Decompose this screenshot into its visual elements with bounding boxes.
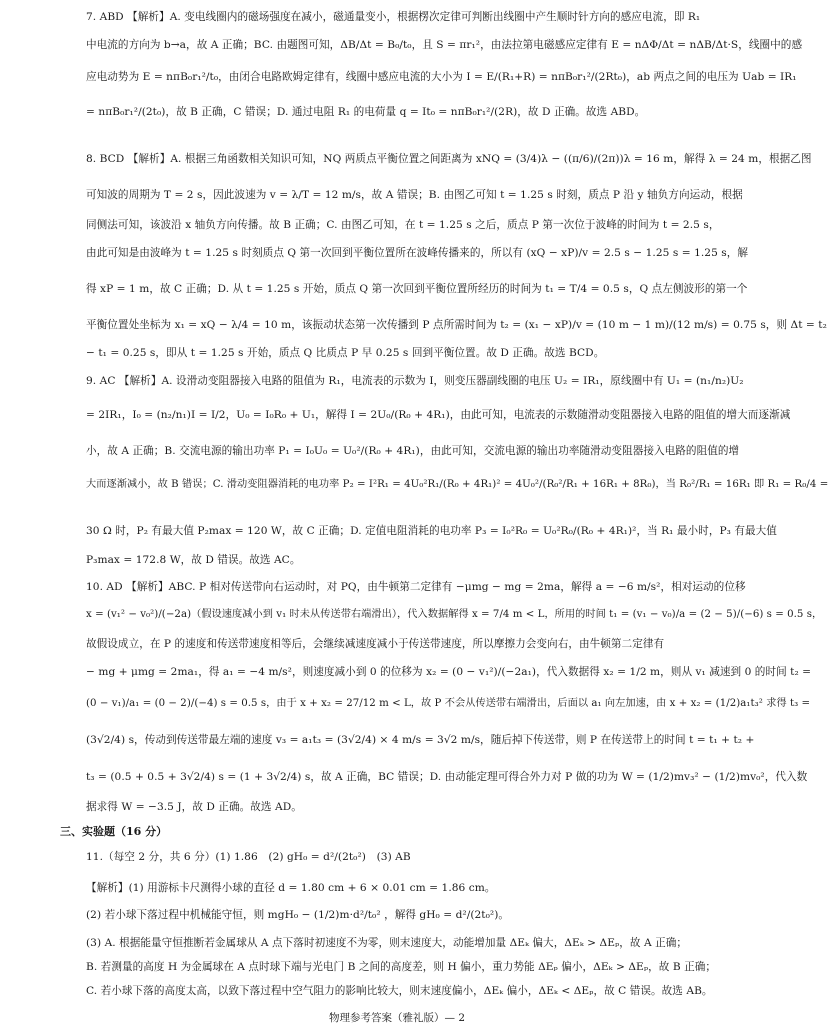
q7-line-1: 7. ABD 【解析】A. 变电线圈内的磁场强度在减小，磁通量变小，根据楞次定律可判断出线圈中产生顺时针方向的感应电流，即 R₁ [86, 11, 701, 23]
page-footer: 物理参考答案（雅礼版）— 2 [328, 1012, 466, 1024]
q7-line-3: 应电动势为 E = nπB₀r₁²/t₀，由闭合电路欧姆定律有，线圈中感应电流的大小为 I = E/(R₁+R) = nπB₀r₁²/(2Rt₀)，ab 两点之间的电压为 Uab = IR₁ [86, 71, 797, 83]
q9-line-4: 大而逐渐减小，故 B 错误；C. 滑动变阻器消耗的电功率 P₂ = I²R₁ = 4U₀²R₁/(R₀ + 4R₁)² = 4U₀²/(R₀²/R₁ + 16R₁ + 8R₀)，当 R₀²/R₁ = 16R₁ 即 R₁ = R₀/4 = [86, 479, 828, 490]
q11-analysis-4: B. 若测量的高度 H 为金属球在 A 点时球下端与光电门 B 之间的高度差，则 H 偏小，重力势能 ΔEₚ 偏小，ΔEₖ > ΔEₚ，故 B 正确； [86, 961, 717, 973]
q8-line-2: 可知波的周期为 T = 2 s，因此波速为 v = λ/T = 12 m/s，故 A 错误；B. 由图乙可知 t = 1.25 s 时刻，质点 P 沿 y 轴负方向运动，根据 [86, 189, 743, 201]
q11-analysis-5: C. 若小球下落的高度太高，以致下落过程中空气阻力的影响比较大，则末速度偏小，ΔEₖ 偏小，ΔEₖ < ΔEₚ，故 C 错误。故选 AB。 [86, 985, 713, 997]
q10-line-1: 10. AD 【解析】ABC. P 相对传送带向右运动时，对 PQ，由牛顿第二定律有 −μmg − mg = 2ma，解得 a = −6 m/s²，相对运动的位移 [86, 581, 746, 593]
q8-line-7: − t₁ = 0.25 s，即从 t = 1.25 s 开始，质点 Q 比质点 P 早 0.25 s 回到平衡位置。故 D 正确。故选 BCD。 [86, 347, 605, 359]
q8-line-3: 同侧法可知，该波沿 x 轴负方向传播。故 B 正确；C. 由图乙可知，在 t = 1.25 s 之后，质点 P 第一次位于波峰的时间为 t = 2.5 s， [86, 219, 720, 231]
q8-line-5: 得 xP = 1 m，故 C 正确；D. 从 t = 1.25 s 开始，质点 Q 第一次回到平衡位置所经历的时间为 t₁ = T/4 = 0.5 s，Q 点左侧波形的第一个 [86, 283, 748, 295]
q9-line-1: 9. AC 【解析】A. 设滑动变阻器接入电路的阻值为 R₁，电流表的示数为 I，则变压器副线圈的电压 U₂ = IR₁，原线圈中有 U₁ = (n₁/n₂)U₂ [86, 375, 744, 387]
q8-line-1: 8. BCD 【解析】A. 根据三角函数相关知识可知，NQ 两质点平衡位置之间距离为 xNQ = (3/4)λ − ((π/6)/(2π))λ = 16 m，解得 λ = 24 m，根据乙图 [86, 153, 812, 165]
q10-line-5: (0 − v₁)/a₁ = (0 − 2)/(−4) s = 0.5 s，由于 x + x₂ = 27/12 m < L，故 P 不会从传送带右端滑出，后面以 a₁ 向左加速，由 x + x₂ = (1/2)a₁t₃² 求得 t₃ = [86, 698, 811, 709]
section-heading: 三、实验题（16 分） [60, 825, 168, 838]
q8-line-6: 平衡位置处坐标为 x₁ = xQ − λ/4 = 10 m，该振动状态第一次传播到 P 点所需时间为 t₂ = (x₁ − xP)/v = (10 m − 1 m)/(12 m/s) = 0.75 s，则 Δt = t₂ [86, 319, 827, 331]
q10-line-2: x = (v₁² − v₀²)/(−2a)（假设速度减小到 v₁ 时未从传送带右端滑出），代入数据解得 x = 7/4 m < L，所用的时间 t₁ = (v₁ − v₀)/a = (2 − 5)/(−6) s = 0.5 s， [86, 609, 823, 620]
q7-line-4: = nπB₀r₁²/(2t₀)，故 B 正确，C 错误；D. 通过电阻 R₁ 的电荷量 q = It₀ = nπB₀r₁²/(2R)，故 D 正确。故选 ABD。 [86, 106, 646, 118]
q11-analysis-3: (3) A. 根据能量守恒推断若金属球从 A 点下落时初速度不为零，则末速度大，动能增加量 ΔEₖ 偏大，ΔEₖ > ΔEₚ，故 A 正确； [86, 937, 688, 949]
q9-line-3: 小，故 A 正确；B. 交流电源的输出功率 P₁ = I₀U₀ = U₀²/(R₀ + 4R₁)，由此可知，交流电源的输出功率随滑动变阻器接入电路的阻值的增 [86, 445, 740, 457]
q11-analysis-2: (2) 若小球下落过程中机械能守恒，则 mgH₀ − (1/2)m·d²/t₀² ，解得 gH₀ = d²/(2t₀²)。 [86, 909, 510, 921]
q8-line-4: 由此可知是由波峰为 t = 1.25 s 时刻质点 Q 第一次回到平衡位置所在波峰传播来的，所以有 (xQ − xP)/v = 2.5 s − 1.25 s = 1.25 s，解 [86, 247, 749, 259]
q10-line-4: − mg + μmg = 2ma₁，得 a₁ = −4 m/s²，则速度减小到 0 的位移为 x₂ = (0 − v₁²)/(−2a₁)，代入数据得 x₂ = 1/2 m，则从 v₁ 减速到 0 的时间 t₂ = [86, 666, 812, 678]
q7-line-2: 中电流的方向为 b→a，故 A 正确；BC. 由题图可知，ΔB/Δt = B₀/t₀，且 S = πr₁²，由法拉第电磁感应定律有 E = nΔΦ/Δt = nΔB/Δt·S，线圈中的感 [86, 39, 803, 51]
q10-line-6: (3√2/4) s，传动到传送带最左端的速度 v₃ = a₁t₃ = (3√2/4) × 4 m/s = 3√2 m/s，随后掉下传送带，则 P 在传送带上的时间 t = t₁ + t₂ + [86, 734, 755, 746]
q11-answer: 11.（每空 2 分，共 6 分）(1) 1.86 (2) gH₀ = d²/(2t₀²) (3) AB [86, 851, 411, 863]
q10-line-3: 故假设成立，在 P 的速度和传送带速度相等后，会继续减速度减小于传送带速度，所以摩擦力会变向右，由牛顿第二定律有 [86, 638, 665, 650]
q10-line-8: 据求得 W = −3.5 J，故 D 正确。故选 AD。 [86, 801, 302, 813]
q9-line-2: = 2IR₁，I₀ = (n₂/n₁)I = I/2，U₀ = I₀R₀ + U₁，解得 I = 2U₀/(R₀ + 4R₁)，由此可知，电流表的示数随滑动变阻器接入电路的阻值的增大而逐渐减 [86, 409, 791, 421]
q10-line-7: t₃ = (0.5 + 0.5 + 3√2/4) s = (1 + 3√2/4) s，故 A 正确，BC 错误；D. 由动能定理可得合外力对 P 做的功为 W = (1/2)mv₃² − (1/2)mv₀²，代入数 [86, 771, 808, 783]
q9-line-5: 30 Ω 时，P₂ 有最大值 P₂max = 120 W，故 C 正确；D. 定值电阻消耗的电功率 P₃ = I₀²R₀ = U₀²R₀/(R₀ + 4R₁)²，当 R₁ 最小时，P₃ 有最大值 [86, 525, 777, 537]
q11-analysis-1: 【解析】(1) 用游标卡尺测得小球的直径 d = 1.80 cm + 6 × 0.01 cm = 1.86 cm。 [86, 882, 496, 894]
q9-line-6: P₃max = 172.8 W，故 D 错误。故选 AC。 [86, 554, 301, 566]
